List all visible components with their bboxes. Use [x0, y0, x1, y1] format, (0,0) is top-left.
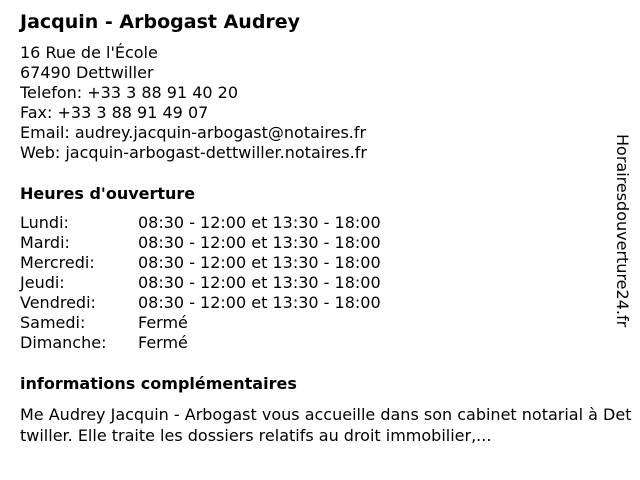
email-address: Email: audrey.jacquin-arbogast@notaires.fr — [20, 123, 367, 142]
day-label: Mercredi: — [20, 253, 95, 272]
day-label: Mardi: — [20, 233, 70, 252]
site-watermark: Horairesdouverture24.fr — [613, 134, 632, 328]
info-heading: informations complémentaires — [20, 374, 297, 393]
day-label: Samedi: — [20, 313, 86, 332]
day-hours: 08:30 - 12:00 et 13:30 - 18:00 — [138, 213, 381, 232]
address-street: 16 Rue de l'École — [20, 43, 158, 62]
fax-number: Fax: +33 3 88 91 49 07 — [20, 103, 209, 122]
hours-row-sunday — [20, 333, 381, 353]
day-label: Vendredi: — [20, 293, 96, 312]
hours-row-thursday — [20, 273, 381, 293]
hours-row-wednesday — [20, 253, 381, 273]
hours-heading: Heures d'ouverture — [20, 184, 196, 203]
phone-number: Telefon: +33 3 88 91 40 20 — [20, 83, 239, 102]
hours-list — [20, 213, 381, 353]
day-hours: 08:30 - 12:00 et 13:30 - 18:00 — [138, 253, 381, 272]
hours-row-tuesday — [20, 233, 381, 253]
contact-block — [20, 43, 367, 163]
day-label: Jeudi: — [20, 273, 65, 292]
description-text: Me Audrey Jacquin - Arbogast vous accueille dans son cabinet notarial à Dettwiller. Elle traite les dossiers relatifs au droit immobilier,... — [20, 405, 632, 445]
hours-row-friday — [20, 293, 381, 313]
day-hours: 08:30 - 12:00 et 13:30 - 18:00 — [138, 233, 381, 252]
website-address: Web: jacquin-arbogast-dettwiller.notaires.fr — [20, 143, 367, 162]
day-label: Dimanche: — [20, 333, 107, 352]
day-hours: Fermé — [138, 333, 188, 352]
day-hours: Fermé — [138, 313, 188, 332]
day-label: Lundi: — [20, 213, 69, 232]
address-city: 67490 Dettwiller — [20, 63, 154, 82]
hours-row-monday — [20, 213, 381, 233]
day-hours: 08:30 - 12:00 et 13:30 - 18:00 — [138, 273, 381, 292]
page-title: Jacquin - Arbogast Audrey — [20, 11, 301, 33]
hours-row-saturday — [20, 313, 381, 333]
day-hours: 08:30 - 12:00 et 13:30 - 18:00 — [138, 293, 381, 312]
